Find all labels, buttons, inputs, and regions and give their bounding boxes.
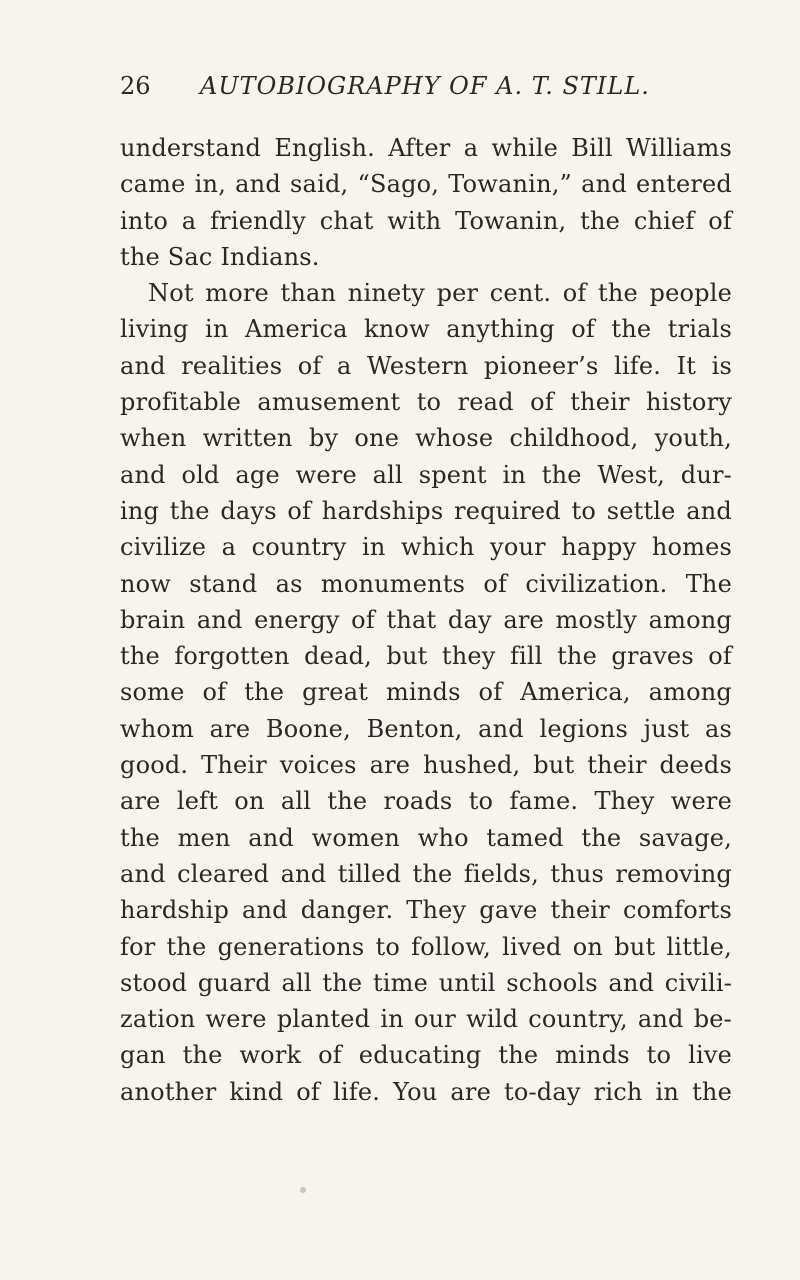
text-line: gan the work of educating the minds to live	[120, 1041, 732, 1070]
text-line: the Sac Indians.	[120, 242, 320, 271]
text-line: good. Their voices are hushed, but their deeds	[120, 751, 732, 780]
text-line: living in America know anything of the trials	[120, 315, 732, 344]
text-line: for the generations to follow, lived on but little,	[120, 932, 732, 961]
paper-speck	[300, 1187, 306, 1193]
text-line: now stand as monuments of civilization. The	[120, 569, 732, 598]
text-line: ing the days of hardships required to settle and	[120, 496, 732, 525]
text-line: and realities of a Western pioneer’s life. It is	[120, 351, 732, 380]
text-line: civilize a country in which your happy homes	[120, 533, 732, 562]
running-title: AUTOBIOGRAPHY OF A. T. STILL.	[200, 72, 650, 100]
text-line: the forgotten dead, but they fill the graves of	[120, 642, 732, 671]
text-line: the men and women who tamed the savage,	[120, 823, 732, 852]
paragraph-first-line: Not more than ninety per cent. of the people	[148, 279, 732, 308]
text-line: stood guard all the time until schools and civili-	[120, 968, 732, 997]
page-header	[120, 70, 740, 110]
text-line: when written by one whose childhood, youth,	[120, 424, 732, 453]
text-line: are left on all the roads to fame. They were	[120, 787, 732, 816]
text-line: brain and energy of that day are mostly among	[120, 605, 732, 634]
text-line: profitable amusement to read of their history	[120, 388, 732, 417]
body-text	[120, 130, 732, 1110]
text-line: hardship and danger. They gave their comforts	[120, 896, 732, 925]
text-line: and cleared and tilled the fields, thus removing	[120, 859, 732, 888]
text-line: into a friendly chat with Towanin, the chief of	[120, 206, 732, 235]
text-line: whom are Boone, Benton, and legions just as	[120, 714, 732, 743]
page-number: 26	[120, 72, 151, 100]
text-line: came in, and said, “Sago, Towanin,” and entered	[120, 170, 732, 199]
text-line: and old age were all spent in the West, dur-	[120, 460, 732, 489]
text-line: understand English. After a while Bill Williams	[120, 134, 732, 162]
text-line: zation were planted in our wild country, and be-	[120, 1005, 732, 1034]
text-line: another kind of life. You are to-day rich in the	[120, 1077, 732, 1106]
text-line: some of the great minds of America, among	[120, 678, 732, 707]
